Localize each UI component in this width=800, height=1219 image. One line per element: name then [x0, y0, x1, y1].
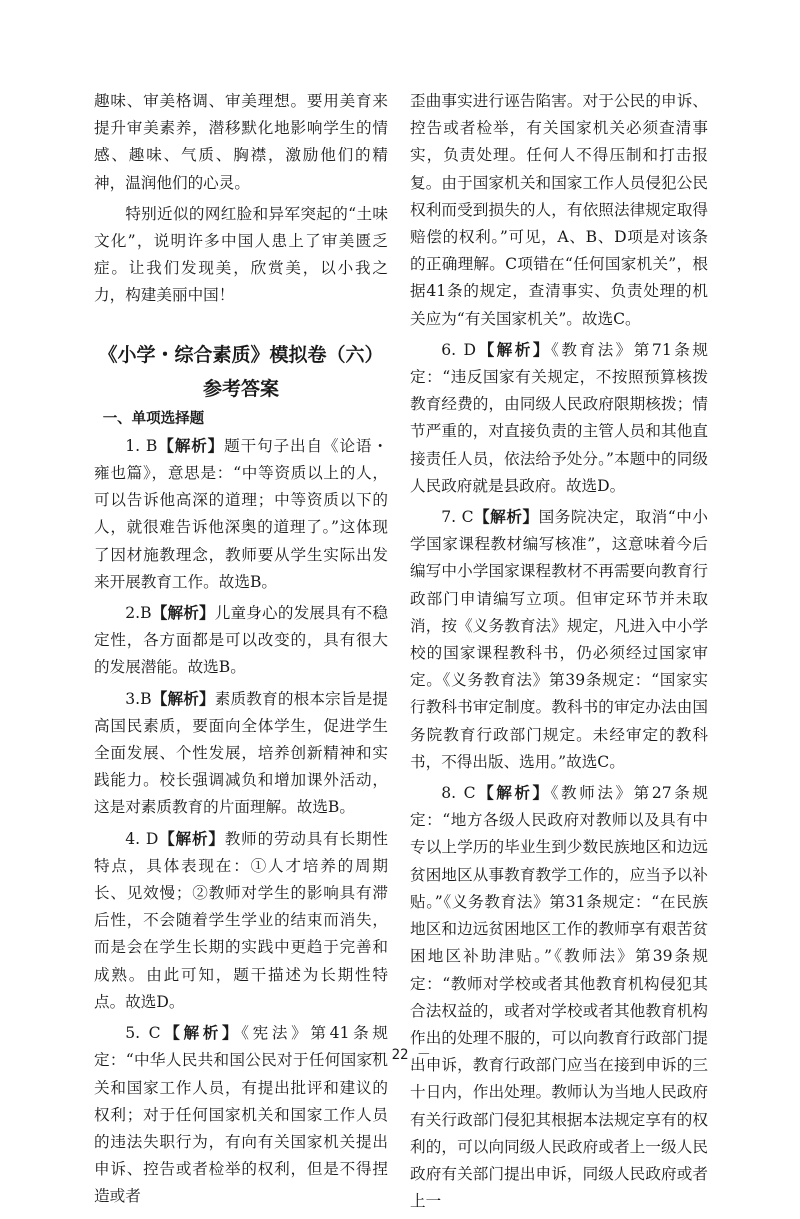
answer-item [94, 433, 388, 596]
answer-number: 5. C [125, 1024, 161, 1043]
answer-key-title: 参考答案 [202, 377, 279, 400]
answer-number: 8. C [441, 784, 476, 803]
answer-text: 素质教育的根本宗旨是提高国民素质，要面向全体学生，促进学生全面发展、个性发展，培养创新精神和实践能力。校长强调减负和增加课外活动，这是对素质教育的片面理解。故选B。 [94, 689, 388, 817]
answer-text: 题干句子出自《论语・雍也篇》，意思是：“中等资质以上的人，可以告诉他高深的道理；中等资质以下的人，就很难告诉他深奥的道理了。”这体现了因材施教理念，教师要从学生实际出发来开展教育工作。故选B。 [94, 436, 388, 591]
answer-item [410, 780, 708, 1215]
analysis-tag: 【解析】 [158, 829, 225, 848]
analysis-tag: 【解析】 [151, 689, 215, 708]
answer-number: 1. B [125, 436, 158, 455]
answer-text: 《教育法》第71条规定：“违反国家有关规定，不按照预算核拨教育经费的，由同级人民政府限期核拨；情节严重的，对直接负责的主管人员和其他直接责任人员，依法给予处分。”本题中的同级人民政府就是县政府。故选D。 [410, 340, 708, 495]
section-heading: 一、单项选择题 [102, 410, 205, 427]
answer-item [94, 600, 388, 682]
answer-text: 《宪法》第41条规定：“中华人民共和国公民对于任何国家机关和国家工作人员，有提出批评和建议的权利；对于任何国家机关和国家工作人员的违法失职行为，有向有关国家机关提出申诉、控告或者检举的权利，但是不得捏造或者 [94, 1024, 388, 1206]
analysis-tag: 【解析】 [473, 508, 539, 527]
answer-text: 国务院决定，取消“中小学国家课程教材编写核准”，这意味着今后编写中小学国家课程教材不再需要向教育行政部门申请编写立项。但审定环节并未取消，按《义务教育法》规定，凡进入中小学校的国家课程教科书，仍必须经过国家审定。《义务教育法》第39条规定：“国家实行教科书审定制度。教科书的审定办法由国务院教育行政部门规定。未经审定的教科书，不得出版、选用。”故选C。 [410, 508, 708, 771]
answer-text: 《教师法》第27条规定：“地方各级人民政府对教师以及具有中专以上学历的毕业生到少数民族地区和边远贫困地区从事教育教学工作的，应当予以补贴。”《义务教育法》第31条规定：“在民族地区和边远贫困地区工作的教师享有艰苦贫困地区补助津贴。”《教师法》第39条规定：“教师对学校或者其他教育机构侵犯其合法权益的，或者对学校或者其他教育机构作出的处理不服的，可以向教育行政部门提出申诉，教育行政部门应当在接到申诉的三十日内，作出处理。教师认为当地人民政府有关行政部门侵犯其根据本法规定享有的权利的，可以向同级人民政府或者上一级人民政府有关部门提出申诉，同级人民政府或者上一 [410, 784, 708, 1211]
analysis-tag: 【解析】 [160, 1024, 242, 1043]
right-carry-over-paragraph: 歪曲事实进行诬告陷害。对于公民的申诉、控告或者检举，有关国家机关必须查清事实，负责处理。任何人不得压制和打击报复。由于国家机关和国家工作人员侵犯公民权利而受到损失的人，有依照法律规定取得赔偿的权利。”可见，A、B、D项是对该条的正确理解。C项错在“任何国家机关”，根据41条的规定，查清事实、负责处理的机关应为“有关国家机关”。故选C。 [410, 92, 708, 328]
answer-number: 6. D [441, 340, 477, 359]
analysis-tag: 【解析】 [157, 436, 225, 455]
page-number: － 22 － [369, 1047, 431, 1063]
answer-text: 儿童身心的发展具有不稳定性，各方面都是可以改变的，具有很大的发展潜能。故选B。 [94, 604, 388, 677]
answer-number: 4. D [125, 829, 159, 848]
left-carry-over-paragraph: 趣味、审美格调、审美理想。要用美育来提升审美素养，潜移默化地影响学生的情感、趣味、气质、胸襟，激励他们的精神，温润他们的心灵。 [94, 92, 388, 192]
analysis-tag: 【解析】 [475, 784, 551, 803]
answer-number: 3.B [125, 689, 152, 708]
answer-number: 2.B [125, 604, 152, 623]
analysis-tag: 【解析】 [151, 604, 215, 623]
answer-item [410, 337, 708, 500]
answer-item [94, 686, 388, 822]
answer-text: 教师的劳动具有长期性特点，具体表现在：①人才培养的周期长、见效慢；②教师对学生的影响具有滞后性，不会随着学生学业的结束而消失，而是会在学生长期的实践中更趋于完善和成熟。由此可知，题干描述为长期性特点。故选D。 [94, 829, 388, 1011]
closing-paragraph: 特别近似的网红脸和异军突起的“土味文化”，说明许多中国人患上了审美匮乏症。让我们发现美，欣赏美，以小我之力，构建美丽中国！ [94, 204, 388, 305]
exam-title: 《小学・综合素质》模拟卷（六） [98, 343, 384, 366]
answer-number: 7. C [441, 508, 474, 527]
answer-item [410, 504, 708, 776]
answer-item [94, 826, 388, 1016]
analysis-tag: 【解析】 [476, 340, 552, 359]
